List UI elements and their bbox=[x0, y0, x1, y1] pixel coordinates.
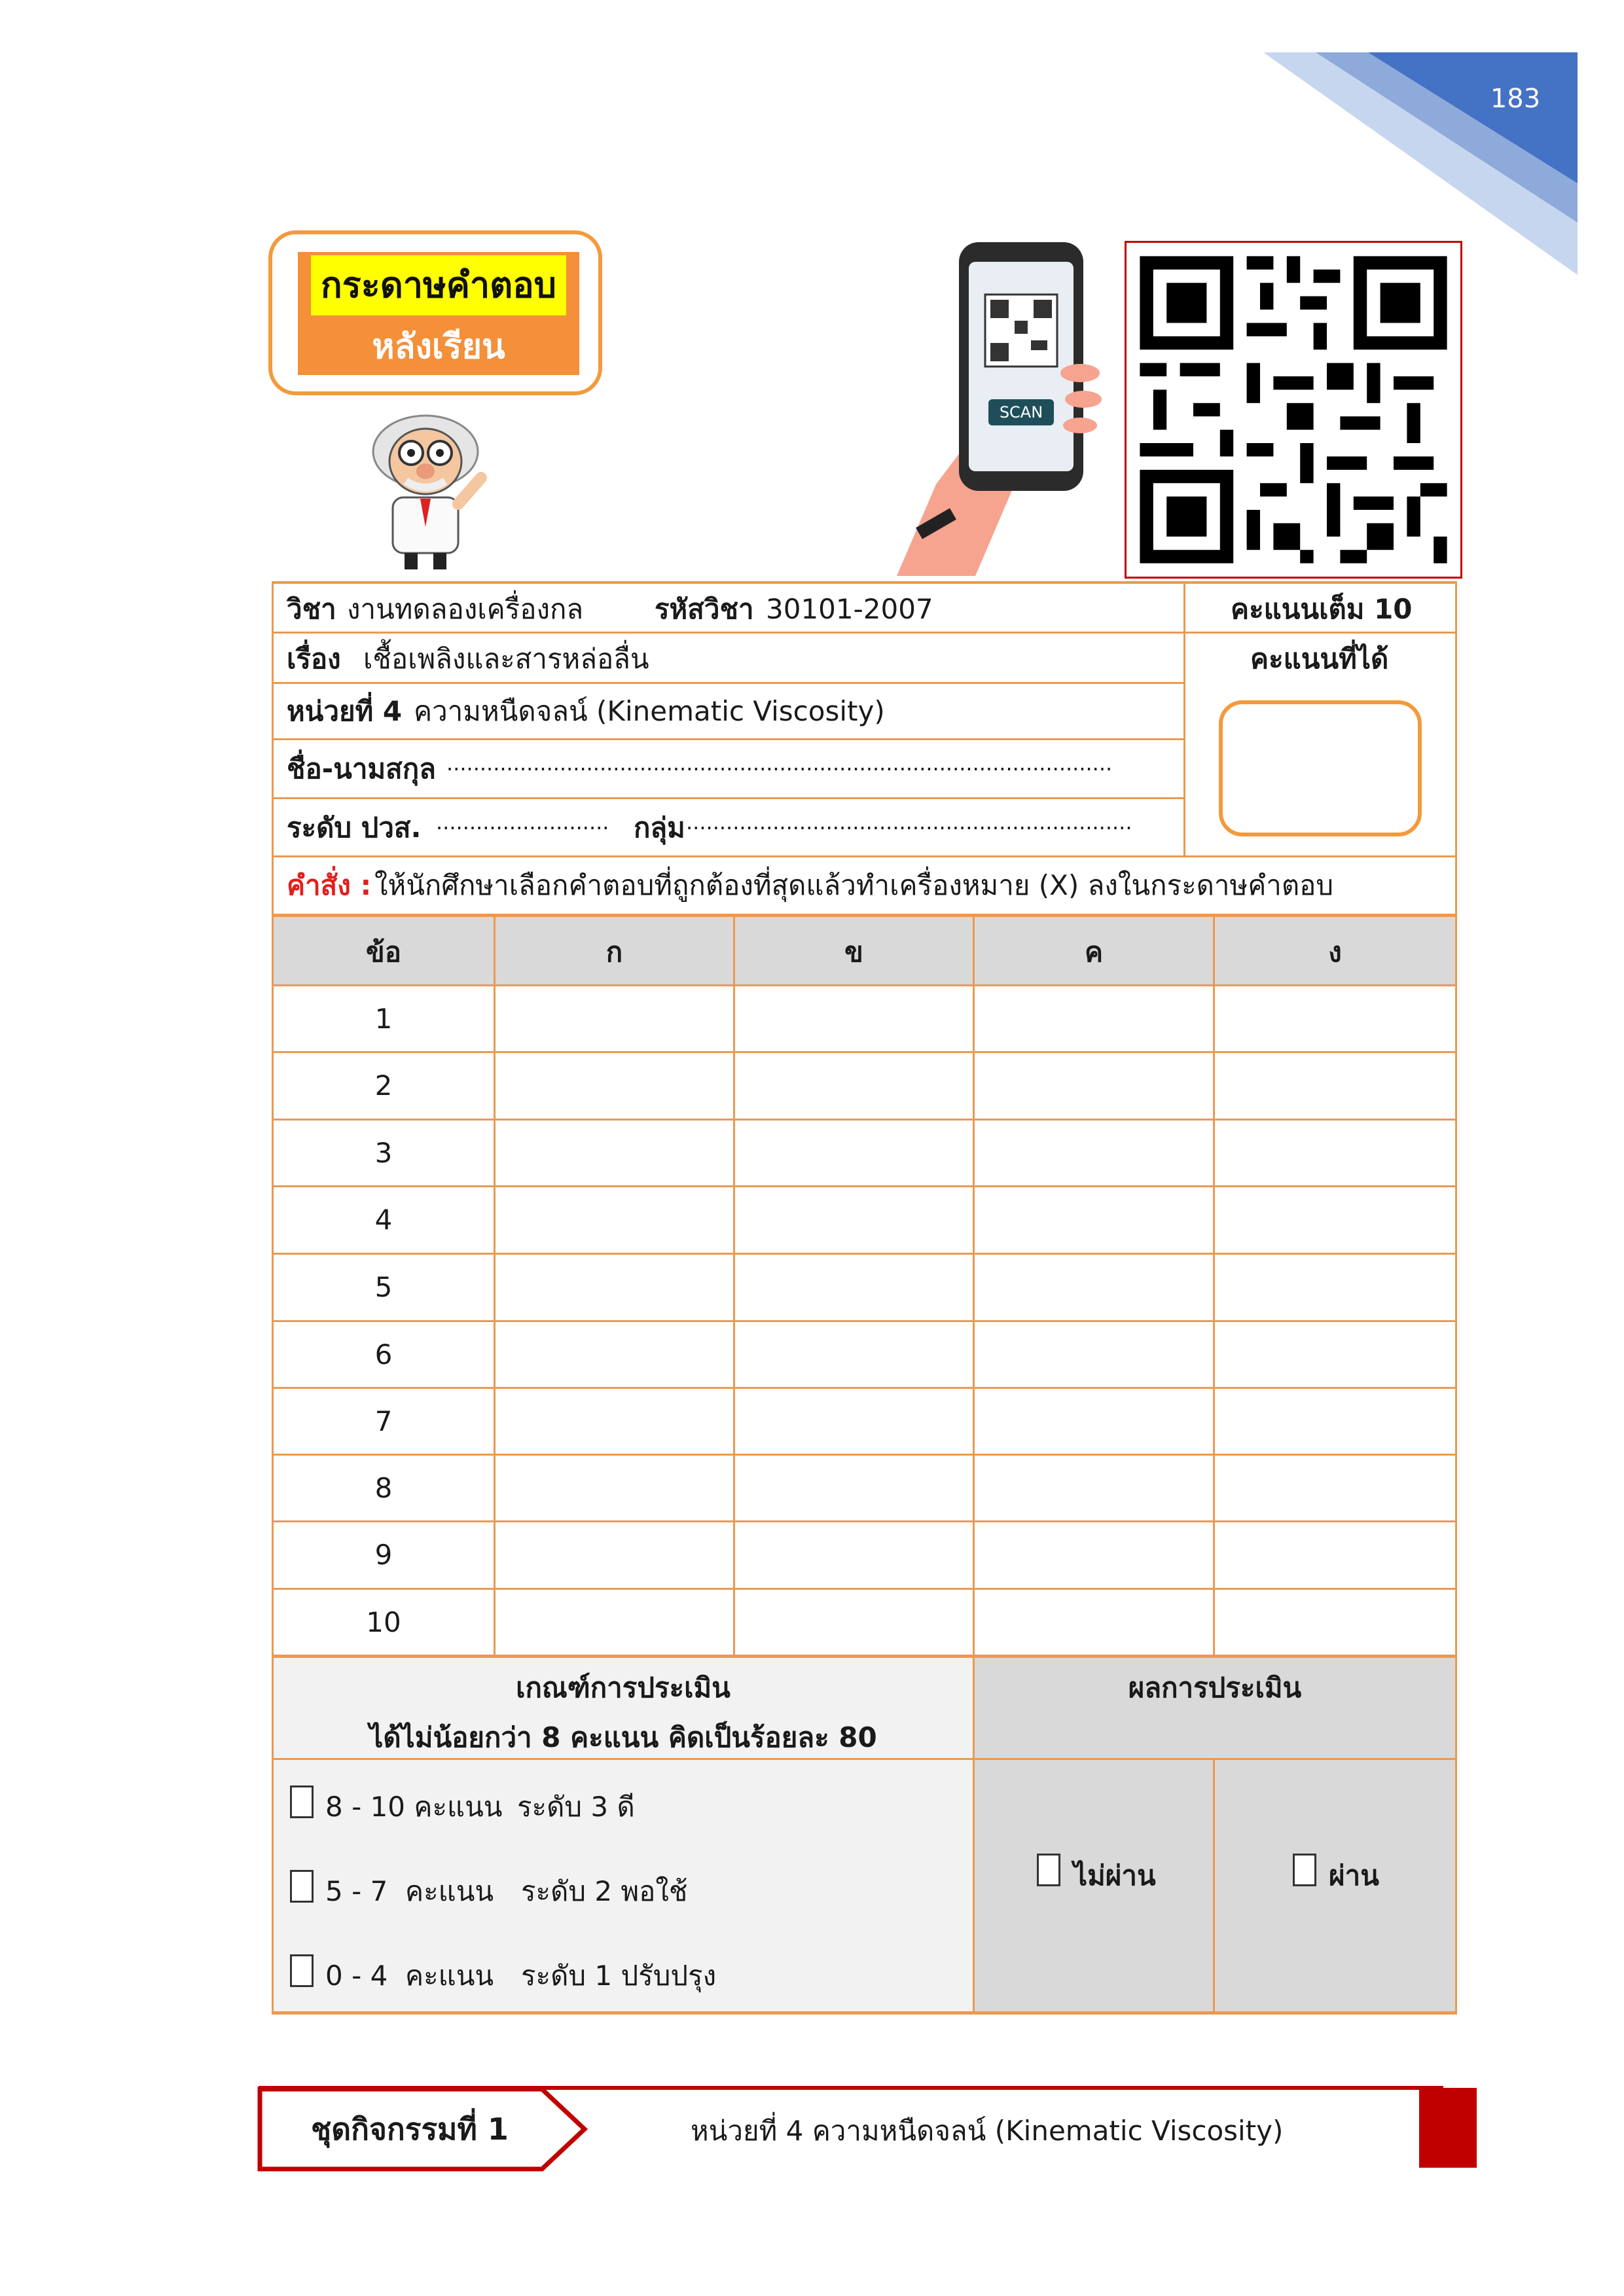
scientist-mascot-illustration bbox=[347, 406, 524, 576]
row-number: 3 bbox=[374, 1137, 393, 1169]
course-code-label: รหัสวิชา bbox=[655, 593, 754, 625]
footer-red-block bbox=[1419, 2088, 1477, 2168]
group-field[interactable]: ................................................................... bbox=[686, 810, 1132, 834]
fail-checkbox[interactable] bbox=[1037, 1854, 1060, 1886]
level-3-range: 8 - 10 คะแนน bbox=[325, 1791, 503, 1823]
unit-value: ความหนืดจลน์ (Kinematic Viscosity) bbox=[414, 695, 885, 727]
name-label: ชื่อ-นามสกุล bbox=[287, 753, 436, 785]
scan-label: SCAN bbox=[999, 403, 1043, 422]
qr-code[interactable] bbox=[1125, 241, 1462, 579]
level-2-range: 5 - 7 คะแนน bbox=[325, 1875, 494, 1907]
row-number: 2 bbox=[374, 1069, 393, 1102]
unit-label: หน่วยที่ 4 bbox=[287, 695, 403, 727]
qr-pattern bbox=[1127, 243, 1460, 577]
course-code-value: 30101-2007 bbox=[766, 593, 933, 625]
level-2-checkbox[interactable] bbox=[290, 1870, 314, 1903]
topic-label: เรื่อง bbox=[287, 643, 341, 675]
header-item-number: ข้อ bbox=[366, 936, 401, 968]
score-obtained-label: คะแนนที่ได้ bbox=[1250, 643, 1389, 675]
row-number: 7 bbox=[374, 1405, 393, 1437]
level-2-label: ระดับ 2 พอใช้ bbox=[521, 1875, 688, 1907]
level-3-label: ระดับ 3 ดี bbox=[517, 1791, 635, 1823]
instruction-text: ให้นักศึกษาเลือกคำตอบที่ถูกต้องที่สุดแล้วทำเครื่องหมาย (X) ลงในกระดาษคำตอบ bbox=[374, 869, 1334, 901]
header-choice-a: ก bbox=[605, 936, 623, 968]
fail-label: ไม่ผ่าน bbox=[1074, 1859, 1156, 1892]
level-field[interactable]: .......................... bbox=[436, 810, 609, 834]
row-number: 6 bbox=[374, 1338, 393, 1371]
row-number: 10 bbox=[366, 1606, 401, 1638]
group-label: กลุ่ม bbox=[634, 812, 685, 844]
score-input-box[interactable] bbox=[1219, 700, 1422, 836]
name-field[interactable]: .................................................................................................... bbox=[446, 751, 1113, 776]
footer-unit-title: หน่วยที่ 4 ความหนืดจลน์ (Kinematic Viscosity) bbox=[691, 2115, 1284, 2147]
pass-label: ผ่าน bbox=[1329, 1859, 1379, 1892]
phone-scan-illustration bbox=[897, 236, 1106, 576]
level-1-range: 0 - 4 คะแนน bbox=[325, 1960, 494, 1992]
activity-label: ชุดกิจกรรมที่ 1 bbox=[311, 2111, 509, 2147]
row-number: 5 bbox=[374, 1271, 393, 1303]
header-choice-d: ง bbox=[1328, 936, 1342, 968]
header-choice-b: ข bbox=[844, 936, 863, 968]
topic-value: เชื้อเพลิงและสารหล่อลื่น bbox=[363, 643, 649, 675]
badge-subtitle: หลังเรียน bbox=[372, 327, 505, 367]
level-1-checkbox[interactable] bbox=[290, 1954, 314, 1987]
full-score-label: คะแนนเต็ม 10 bbox=[1231, 593, 1413, 625]
criteria-subtitle: ได้ไม่น้อยกว่า 8 คะแนน คิดเป็นร้อยละ 80 bbox=[369, 1721, 877, 1753]
badge-title: กระดาษคำตอบ bbox=[311, 255, 566, 315]
row-number: 4 bbox=[374, 1204, 393, 1236]
result-title: ผลการประเมิน bbox=[1128, 1672, 1302, 1704]
subject-label: วิชา bbox=[287, 593, 336, 625]
pass-checkbox[interactable] bbox=[1293, 1854, 1316, 1886]
criteria-title: เกณฑ์การประเมิน bbox=[516, 1672, 731, 1704]
row-number: 1 bbox=[374, 1003, 393, 1035]
level-3-checkbox[interactable] bbox=[290, 1785, 314, 1818]
instruction-label: คำสั่ง : bbox=[287, 869, 372, 901]
row-number: 8 bbox=[374, 1472, 393, 1504]
level-label: ระดับ ปวส. bbox=[287, 812, 422, 844]
level-1-label: ระดับ 1 ปรับปรุง bbox=[521, 1960, 717, 1992]
page-number: 183 bbox=[1490, 84, 1541, 114]
subject-value: งานทดลองเครื่องกล bbox=[347, 593, 584, 625]
row-number: 9 bbox=[374, 1539, 393, 1571]
header-choice-c: ค bbox=[1084, 936, 1104, 968]
